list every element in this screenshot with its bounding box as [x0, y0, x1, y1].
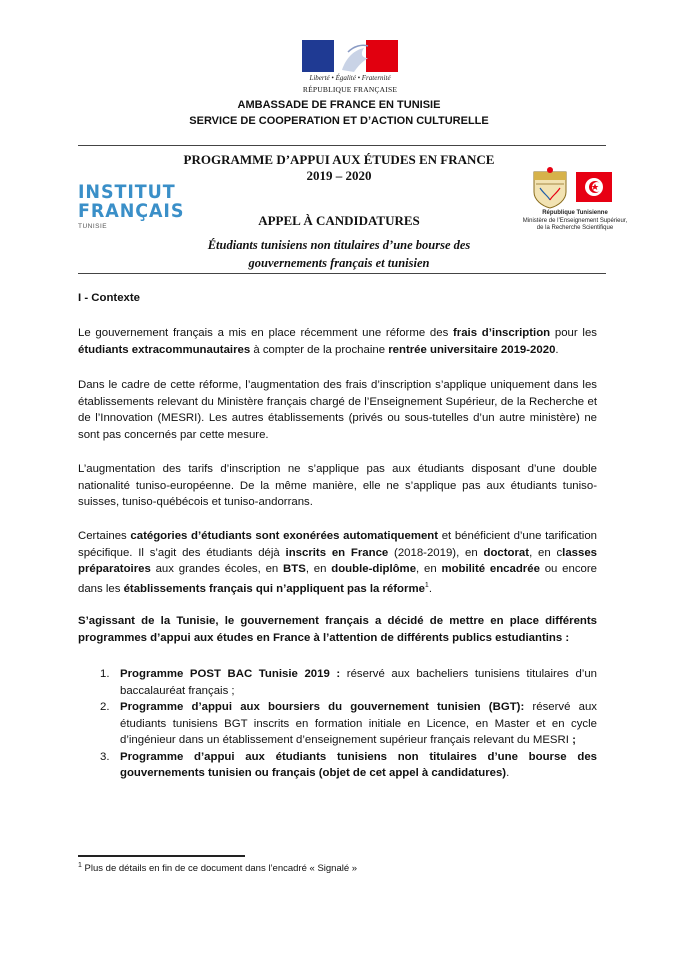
list-item [100, 666, 597, 699]
p4-text: Certaines [78, 530, 131, 542]
p4-bold: mobilité encadrée [441, 563, 540, 575]
list-item [100, 699, 597, 749]
divider-top [78, 145, 606, 146]
tunisia-emblem-and-flag [528, 166, 618, 210]
p4-bold: doctorat [483, 546, 530, 559]
subtitle-line2: gouvernements français et tunisien [248, 256, 430, 270]
institut-line: INSTITUT [78, 181, 176, 203]
subtitle [0, 236, 678, 272]
paragraph-2: Dans le cadre de cette réforme, l’augmentation des frais d’inscription s’applique uniquement dans les établissements relevant du Ministère français chargé de l’Enseignement Supérieur, de la Recherche et de l’Innovation (MESRI). Les autres établissements (privés ou sous-tutelles d’un autre ministère) ne sont pas concernés par cette mesure. [78, 379, 597, 441]
p4-bold: catégories d’étudiants sont exonérées automatiquement [130, 530, 439, 542]
programme-title: PROGRAMME D’APPUI AUX ÉTUDES EN FRANCE [183, 152, 495, 167]
paragraph-5: S’agissant de la Tunisie, le gouvernement français a décidé de mettre en place différents programmes d’appui aux études en France à l’attention de différents publics estudiantins : [78, 615, 597, 644]
paragraph-3: L’augmentation des tarifs d’inscription ne s’applique pas aux étudiants disposant d’une double nationalité tuniso-européenne. De la même manière, elle ne s’applique pas aux étudiants tuniso-suisses, tuniso-québécois et tuniso-andorrans. [78, 463, 597, 508]
devise: Liberté • Égalité • Fraternité [309, 74, 391, 82]
p4-bold: établissements français qui n’appliquent pas la réforme [123, 582, 425, 595]
p4-bold: inscrits en France [285, 546, 389, 559]
tn-line1: République Tunisienne [542, 210, 608, 216]
p4-bold: lasses préparatoires [78, 546, 598, 575]
republique-francaise-label: RÉPUBLIQUE FRANÇAISE [302, 85, 398, 94]
appel-title: APPEL À CANDIDATURES [258, 213, 420, 228]
list-item-text: . [506, 767, 510, 779]
list-number: 1. [100, 668, 110, 680]
section-heading: I - Contexte [78, 292, 141, 304]
p4-text: ou encore dans les [78, 563, 597, 595]
programme-years: 2019 – 2020 [306, 168, 372, 183]
list-item-text: réservé aux étudiants tunisiens BGT inscrits en formation initiale en Licence, en Master et en cycle d’ingénieur dans un établissement d’enseignement supérieur français relevant du MESRI [120, 701, 597, 746]
p4-text: , en [305, 563, 332, 575]
p4-text: aux grandes écoles, en [150, 563, 284, 575]
list-item-title: Programme d’appui aux étudiants tunisiens non titulaires d’une bourse des gouvernements tunisien ou français (objet de cet appel à candidatures) [120, 750, 597, 779]
p4-bold: BTS [283, 563, 306, 575]
p4-text: , en [416, 563, 442, 575]
p4-text: . [428, 582, 432, 595]
p1-text: . [555, 343, 559, 356]
p4-text: , en c [529, 546, 563, 559]
p1-text: à compter de la prochaine [250, 343, 389, 356]
paragraph-1 [78, 325, 597, 358]
tn-line2: Ministère de l’Enseignement Supérieur, [522, 217, 628, 224]
list-item-title: Programme d’appui aux boursiers du gouvernement tunisien (BGT): [120, 701, 525, 713]
divider-bottom [78, 273, 606, 274]
list-item-title: Programme POST BAC Tunisie 2019 : [120, 668, 341, 680]
p1-bold-etudiants: étudiants extracommunautaires [78, 343, 251, 356]
p1-text: pour les [550, 327, 597, 339]
francais-line: FRANÇAIS [78, 200, 185, 222]
list-number: 3. [100, 750, 110, 763]
footnote-ref: 1 [424, 581, 429, 589]
footnote-separator [78, 855, 245, 857]
list-item-tail: ; [572, 734, 576, 746]
list-number: 2. [100, 701, 110, 713]
p1-bold-frais: frais d’inscription [453, 327, 551, 339]
p4-text: et bénéficient d’une tarification spécifique. Il s’agit des étudiants déjà [78, 530, 597, 559]
footnote [78, 862, 598, 874]
programme-list [100, 666, 597, 782]
embassy-name: AMBASSADE DE FRANCE EN TUNISIE [237, 99, 441, 111]
p1-text: Le gouvernement français a mis en place récemment une réforme des [78, 327, 453, 339]
tn-line3: de la Recherche Scientifique [536, 225, 614, 231]
list-item-text: réservé aux bacheliers tunisiens titulaires d’un baccalauréat français ; [120, 668, 597, 697]
subtitle-line1: Étudiants tunisiens non titulaires d’une bourse des [207, 238, 471, 252]
paragraph-4 [78, 528, 597, 597]
institut-country: TUNISIE [78, 223, 108, 230]
p1-bold-rentree: rentrée universitaire 2019-2020 [388, 343, 556, 356]
service-name: SERVICE DE COOPERATION ET D’ACTION CULTURELLE [189, 115, 489, 127]
footnote-number: 1 [78, 862, 82, 869]
footnote-text: Plus de détails en fin de ce document dans l’encadré « Signalé » [81, 863, 358, 875]
list-item [100, 749, 597, 782]
p4-bold: double-diplôme [331, 563, 417, 575]
p4-text: (2018-2019), en [388, 546, 484, 559]
